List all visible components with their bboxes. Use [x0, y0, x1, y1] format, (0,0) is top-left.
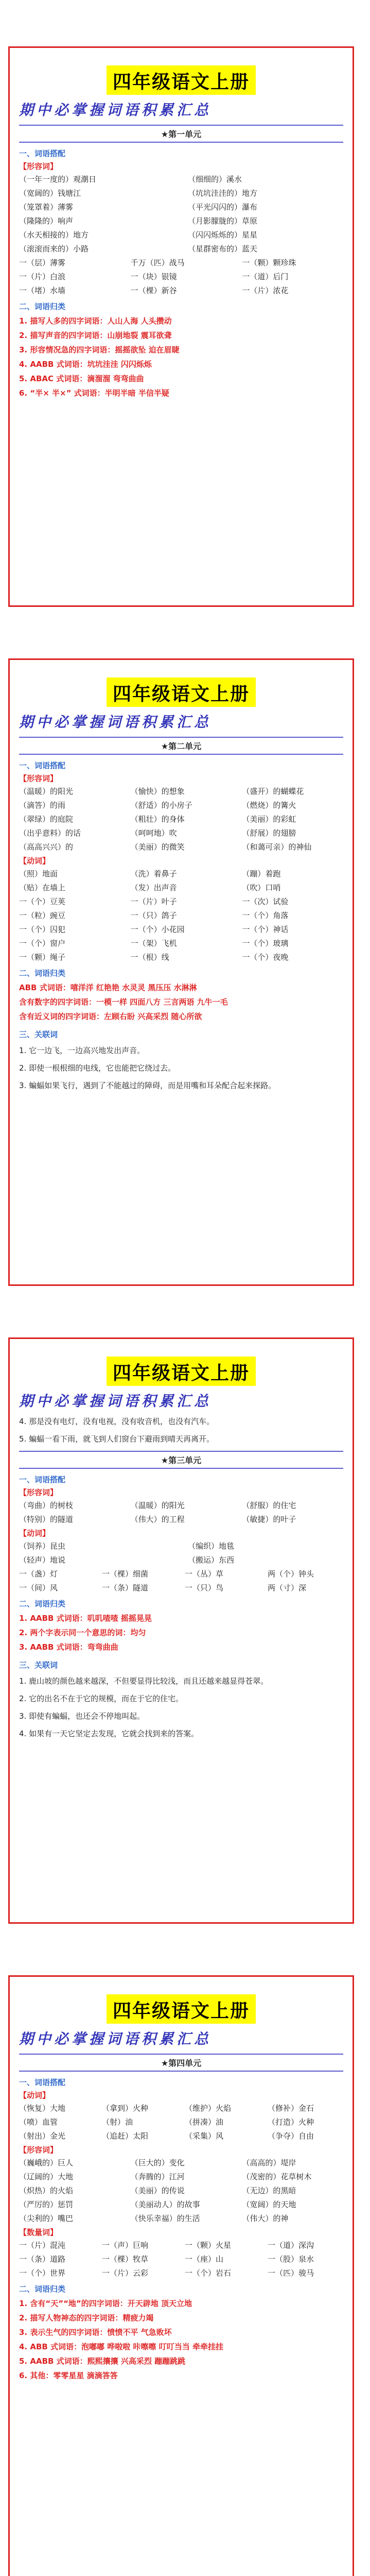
- phrase-item: （采集）风: [185, 2131, 224, 2141]
- phrase-item: 一（丛）草: [185, 1569, 224, 1579]
- phrase-item: （盛开）的蝴蝶花: [242, 787, 304, 796]
- category-tag: 【形容词】: [19, 774, 58, 783]
- page-title: 四年级语文上册: [107, 65, 256, 95]
- phrase-item: （高高兴兴）的: [19, 842, 74, 852]
- worksheet-page-2: [8, 658, 354, 1286]
- phrase-item: （严厉的）惩罚: [19, 2200, 74, 2209]
- continued-line: 4. 那是没有电灯，没有电视，没有收音机，也没有汽车。: [19, 1417, 215, 1426]
- phrase-item: （宽阔的）钱塘江: [19, 189, 81, 198]
- phrase-item: （编织）地毯: [188, 1541, 235, 1551]
- phrase-item: （伟大）的神: [242, 2214, 289, 2223]
- category-line: 6. 其他：零零星星 滴滴答答: [19, 2371, 118, 2380]
- phrase-item: （茂密的）花草树木: [242, 2172, 312, 2181]
- section-heading: 二、词语归类: [19, 969, 66, 978]
- phrase-item: （照）地面: [19, 869, 58, 878]
- section-heading: 二、词语归类: [19, 1599, 66, 1608]
- phrase-item: （坑坑洼洼的）地方: [188, 189, 258, 198]
- verb-grid: [19, 1540, 343, 1565]
- phrase-item: 一（股）泉水: [268, 2255, 314, 2264]
- category-tag: 【动词】: [19, 856, 50, 866]
- section-heading: 二、词语归类: [19, 2284, 66, 2294]
- phrase-item: （粗壮）的身体: [130, 815, 185, 824]
- phrase-item: （出乎意料）的话: [19, 828, 81, 838]
- phrase-item: （弯曲）的树枝: [19, 1501, 74, 1510]
- phrase-item: （美丽）的彩虹: [242, 815, 296, 824]
- phrase-item: 一（间）风: [19, 1583, 58, 1592]
- measure-word-grid: [19, 257, 343, 296]
- phrase-item: （隆隆的）响声: [19, 216, 74, 226]
- section-heading: 二、词语归类: [19, 302, 66, 311]
- phrase-item: 一（架）飞机: [130, 939, 177, 948]
- phrase-item: （吹）口哨: [242, 883, 281, 892]
- phrase-item: （闪闪烁烁的）星星: [188, 230, 258, 240]
- phrase-grid: [19, 786, 343, 852]
- phrase-item: （快乐幸福）的生活: [130, 2214, 200, 2223]
- unit-heading: ★第三单元: [19, 1451, 343, 1469]
- phrase-item: 千万（匹）战马: [130, 258, 185, 267]
- measure-word-grid: [19, 1568, 343, 1593]
- phrase-item: 一（颗）绳子: [19, 953, 66, 962]
- phrase-item: （特别）的隧道: [19, 1515, 74, 1524]
- phrase-item: 一（个）小花园: [130, 925, 185, 934]
- page-subtitle: 期中必掌握词语积累汇总: [19, 714, 212, 731]
- phrase-item: 一（层）薄雾: [19, 258, 66, 267]
- category-line: 3. 形容情况急的四字词语：摇摇欲坠 迫在眉睫: [19, 345, 180, 354]
- phrase-item: 一（粒）豌豆: [19, 911, 66, 920]
- category-tag: 【形容词】: [19, 1488, 58, 1497]
- section-heading: 一、词语搭配: [19, 2078, 66, 2087]
- category-tag: 【动词】: [19, 2091, 50, 2100]
- unit-heading: ★第四单元: [19, 2054, 343, 2072]
- phrase-item: 一（颗）颗珍珠: [242, 258, 296, 267]
- conjunction-sentence: 2. 即使一根根细的电线，它也能把它绕过去。: [19, 1063, 176, 1073]
- phrase-item: （星群密布的）蓝天: [188, 244, 258, 253]
- phrase-item: （水天相接的）地方: [19, 230, 89, 240]
- conjunction-sentence: 2. 它的出名不在于它的规模，而在于它的住宅。: [19, 1694, 184, 1703]
- phrase-item: （温暖）的阳光: [19, 787, 74, 796]
- phrase-item: （尖利的）嘴巴: [19, 2214, 74, 2223]
- phrase-item: （射出）金光: [19, 2131, 66, 2141]
- worksheet-page-1: [8, 46, 354, 607]
- phrase-item: 一（棵）牧草: [102, 2255, 149, 2264]
- category-line: 含有近义词的四字词语：左顾右盼 兴高采烈 随心所欲: [19, 1012, 202, 1021]
- category-line: 5. ABAC 式词语：滴溜溜 弯弯曲曲: [19, 374, 144, 383]
- phrase-item: （宽阔）的天地: [242, 2200, 296, 2209]
- phrase-grid: [19, 1500, 343, 1524]
- phrase-item: （一年一度的）观潮日: [19, 175, 97, 184]
- phrase-item: （喷）血管: [19, 2117, 58, 2127]
- phrase-item: （舒服）的住宅: [242, 1501, 296, 1510]
- phrase-item: （饲养）昆虫: [19, 1541, 66, 1551]
- category-line: 4. ABB 式词语：泡嘟嘟 哗啦啦 咔嚓嚓 叮叮当当 牵牵挂挂: [19, 2342, 223, 2351]
- phrase-item: （滚滚而来的）小路: [19, 244, 89, 253]
- phrase-item: （恢复）大地: [19, 2104, 66, 2113]
- phrase-item: 两（寸）深: [268, 1583, 307, 1592]
- category-line: 5. AABB 式词语：熙熙攘攘 兴高采烈 蹦蹦跳跳: [19, 2357, 186, 2366]
- phrase-item: （呵呵地）吹: [130, 828, 177, 838]
- phrase-item: 一（次）试验: [242, 897, 289, 906]
- phrase-item: 一（个）豆荚: [19, 897, 66, 906]
- verb-grid: [19, 2103, 343, 2141]
- phrase-item: （搬运）东西: [188, 1555, 235, 1565]
- phrase-item: （打造）火种: [268, 2117, 314, 2127]
- phrase-item: 一（片）叶子: [130, 897, 177, 906]
- phrase-item: 一（只）鸟: [185, 1583, 224, 1592]
- page-subtitle: 期中必掌握词语积累汇总: [19, 101, 212, 118]
- category-tag: 【形容词】: [19, 162, 58, 171]
- category-line: ABB 式词语：嘻洋洋 红艳艳 水灵灵 黑压压 水淋淋: [19, 983, 197, 992]
- continued-line: 5. 蝙蝠一看下雨，就飞到人们窗台下避雨到晴天再离开。: [19, 1434, 215, 1444]
- phrase-item: （敏捷）的叶子: [242, 1515, 296, 1524]
- category-line: 含有数字的四字词语：一模一样 四面八方 三言两语 九牛一毛: [19, 997, 228, 1007]
- category-line: 2. 两个字表示同一个意思的词：均匀: [19, 1628, 146, 1637]
- phrase-item: （伟大）的工程: [130, 1515, 185, 1524]
- phrase-item: （蹦）着跑: [242, 869, 281, 878]
- worksheet-page-3: [8, 1337, 354, 1924]
- phrase-item: 一（颗）火星: [185, 2241, 232, 2250]
- phrase-item: 一（个）角落: [242, 911, 289, 920]
- phrase-item: 一（个）夜晚: [242, 953, 289, 962]
- phrase-item: 一（个）世界: [19, 2268, 66, 2278]
- phrase-item: （温暖）的阳光: [130, 1501, 185, 1510]
- measure-word-grid: [19, 2240, 343, 2278]
- phrase-item: （美丽动人）的故事: [130, 2200, 200, 2209]
- phrase-item: （舒展）的翅膀: [242, 828, 296, 838]
- phrase-item: 一（盏）灯: [19, 1569, 58, 1579]
- category-tag: 【数量词】: [19, 2228, 58, 2237]
- phrase-item: 一（个）囚犯: [19, 925, 66, 934]
- conjunction-sentence: 3. 蝙蝠如果飞行，遇到了不能越过的障碍，而是用嘴和耳朵配合起来探路。: [19, 1081, 276, 1090]
- conjunction-sentence: 1. 鹿山坡的颜色越来越深，不但要显得比较浅，而且还越来越显得苍翠。: [19, 1676, 269, 1686]
- verb-grid: [19, 868, 343, 893]
- phrase-item: （美丽）的微笑: [130, 842, 185, 852]
- phrase-item: （燃烧）的篝火: [242, 801, 296, 810]
- phrase-item: （和蔼可亲）的神仙: [242, 842, 312, 852]
- section-heading: 一、词语搭配: [19, 761, 66, 770]
- phrase-item: 一（根）线: [130, 953, 169, 962]
- category-tag: 【形容词】: [19, 2145, 58, 2155]
- phrase-item: （追赶）太阳: [102, 2131, 149, 2141]
- phrase-item: （洗）着鼻子: [130, 869, 177, 878]
- phrase-item: 一（座）山: [185, 2255, 224, 2264]
- category-line: 3. AABB 式词语：弯弯曲曲: [19, 1642, 118, 1652]
- category-line: 2. 描写人物神态的四字词语：精疲力竭: [19, 2313, 154, 2323]
- phrase-item: （射）油: [102, 2117, 133, 2127]
- phrase-item: （滴答）的雨: [19, 801, 66, 810]
- phrase-item: （发）出声音: [130, 883, 177, 892]
- section-heading: 一、词语搭配: [19, 1475, 66, 1484]
- section-heading: 三、关联词: [19, 1660, 58, 1670]
- category-line: 4. AABB 式词语：坑坑洼洼 闪闪烁烁: [19, 360, 152, 369]
- phrase-item: （高高的）堤岸: [242, 2158, 296, 2167]
- phrase-item: 一（个）窗户: [19, 939, 66, 948]
- page-subtitle: 期中必掌握词语积累汇总: [19, 2030, 212, 2047]
- conjunction-sentence: 3. 即使有蝙蝠，也还会不停地叫起。: [19, 1711, 145, 1721]
- phrase-item: 一（个）岩石: [185, 2268, 232, 2278]
- phrase-item: （贴）在墙上: [19, 883, 66, 892]
- phrase-item: 一（只）鸽子: [130, 911, 177, 920]
- adjective-grid: [19, 2157, 343, 2224]
- phrase-item: （无边）的黑暗: [242, 2186, 296, 2195]
- phrase-item: （维护）火焰: [185, 2104, 232, 2113]
- phrase-item: （修补）金石: [268, 2104, 314, 2113]
- phrase-item: （月影朦胧的）草原: [188, 216, 258, 226]
- phrase-item: （翠绿）的庭院: [19, 815, 74, 824]
- phrase-item: 一（个）神话: [242, 925, 289, 934]
- phrase-item: （笼罩着）薄雾: [19, 202, 74, 212]
- phrase-item: 一（道）后门: [242, 272, 289, 281]
- page-title: 四年级语文上册: [107, 1994, 256, 2024]
- phrase-item: 一（片）浓花: [242, 286, 289, 295]
- phrase-item: 一（匹）骏马: [268, 2268, 314, 2278]
- page-title: 四年级语文上册: [107, 677, 256, 707]
- category-line: 6. “半× 半×” 式词语：半明半暗 半信半疑: [19, 388, 169, 398]
- phrase-item: 一（条）道路: [19, 2255, 66, 2264]
- category-line: 1. AABB 式词语：叽叽喳喳 摇摇晃晃: [19, 1614, 152, 1623]
- section-heading: 三、关联词: [19, 1030, 58, 1039]
- category-line: 1. 含有“天”“地”的四字词语：开天辟地 顶天立地: [19, 2299, 192, 2308]
- phrase-item: （巨大的）变化: [130, 2158, 185, 2167]
- phrase-item: （拿到）火种: [102, 2104, 149, 2113]
- phrase-item: （炽热）的火焰: [19, 2186, 74, 2195]
- phrase-item: 一（条）隧道: [102, 1583, 149, 1592]
- phrase-item: （愉快）的想象: [130, 787, 185, 796]
- category-tag: 【动词】: [19, 1529, 50, 1538]
- phrase-item: （平光闪闪的）瀑布: [188, 202, 258, 212]
- phrase-item: （美丽）的传说: [130, 2186, 185, 2195]
- phrase-item: （辽阔的）大地: [19, 2172, 74, 2181]
- phrase-item: 一（棵）细菌: [102, 1569, 149, 1579]
- phrase-item: （舒适）的小房子: [130, 801, 192, 810]
- worksheet-page-4: [8, 1975, 354, 2576]
- phrase-grid: [19, 174, 343, 254]
- conjunction-sentence: 4. 如果有一天它坚定去发现，它就会找到来的答案。: [19, 1729, 199, 1738]
- unit-heading: ★第一单元: [19, 125, 343, 143]
- page-title: 四年级语文上册: [107, 1357, 256, 1386]
- category-line: 2. 描写声音的四字词语：山崩地裂 震耳欲聋: [19, 331, 172, 340]
- page-subtitle: 期中必掌握词语积累汇总: [19, 1393, 212, 1410]
- phrase-item: （奔腾的）江河: [130, 2172, 185, 2181]
- phrase-item: （争夺）自由: [268, 2131, 314, 2141]
- phrase-item: 一（声）巨响: [102, 2241, 149, 2250]
- phrase-item: 一（片）白浪: [19, 272, 66, 281]
- phrase-item: 一（个）玻璃: [242, 939, 289, 948]
- category-line: 1. 描写人多的四字词语：人山人海 人头攒动: [19, 316, 172, 326]
- section-heading: 一、词语搭配: [19, 149, 66, 158]
- phrase-item: 一（块）银镜: [130, 272, 177, 281]
- measure-word-grid: [19, 896, 343, 962]
- phrase-item: 两（个）钟头: [268, 1569, 314, 1579]
- category-line: 3. 表示生气的四字词语：愤愤不平 气急败坏: [19, 2328, 172, 2337]
- conjunction-sentence: 1. 它一边飞，一边高兴地发出声音。: [19, 1046, 145, 1055]
- phrase-item: （轻声）地说: [19, 1555, 66, 1565]
- phrase-item: 一（棵）新谷: [130, 286, 177, 295]
- phrase-item: （拼凑）油: [185, 2117, 224, 2127]
- unit-heading: ★第二单元: [19, 737, 343, 755]
- phrase-item: （细细的）溪水: [188, 175, 242, 184]
- phrase-item: （巍峨的）巨人: [19, 2158, 74, 2167]
- phrase-item: 一（片）混沌: [19, 2241, 66, 2250]
- phrase-item: 一（片）云彩: [102, 2268, 149, 2278]
- phrase-item: 一（道）深沟: [268, 2241, 314, 2250]
- phrase-item: 一（堵）水墙: [19, 286, 66, 295]
